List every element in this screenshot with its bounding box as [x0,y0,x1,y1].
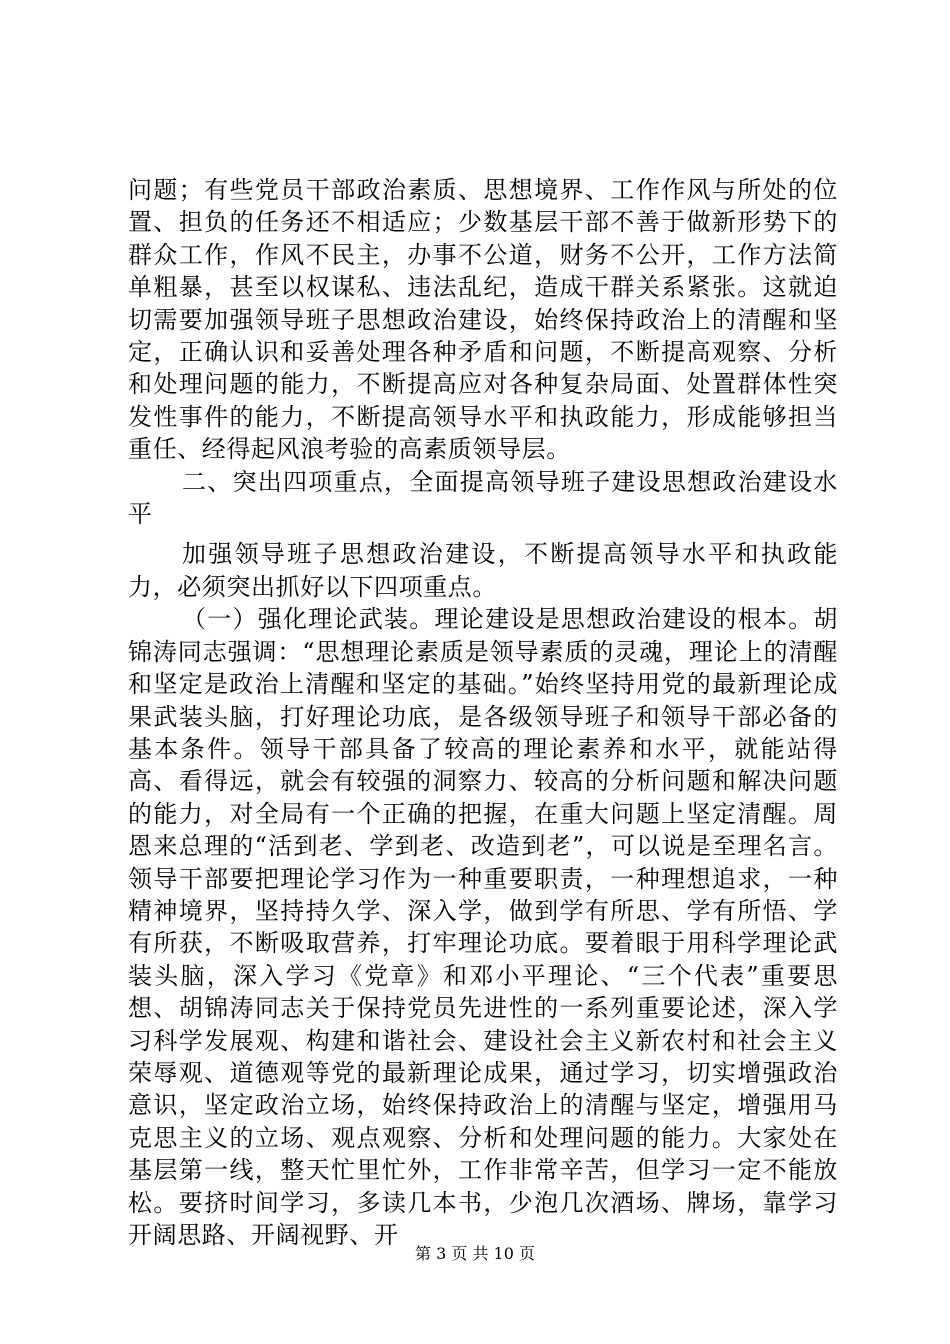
document-body [128,174,838,1251]
paragraph-continued: 问题；有些党员干部政治素质、思想境界、工作作风与所处的位置、担负的任务还不相适应；少数基层干部不善于做新形势下的群众工作，作风不民主，办事不公道，财务不公开，工作方法简单粗暴，甚至以权谋私、违法乱纪，造成干群关系紧张。这就迫切需要加强领导班子思想政治建设，始终保持政治上的清醒和坚定，正确认识和妥善处理各种矛盾和问题，不断提高观察、分析和处理问题的能力，不断提高应对各种复杂局面、处置群体性突发性事件的能力，不断提高领导水平和执政能力，形成能够担当重任、经得起风浪考验的高素质领导层。 [128,176,838,464]
paragraph-intro: 加强领导班子思想政治建设，不断提高领导水平和执政能力，必须突出抓好以下四项重点。 [128,540,838,601]
page-footer: 第 3 页 共 10 页 [415,1244,535,1263]
paragraph-theory: （一）强化理论武装。理论建设是思想政治建设的根本。胡锦涛同志强调：“思想理论素质是领导素质的灵魂，理论上的清醒和坚定是政治上清醒和坚定的基础。”始终坚持用党的最新理论成果武装头脑，打好理论功底，是各级领导班子和领导干部必备的基本条件。领导干部具备了较高的理论素养和水平，就能站得高、看得远，就会有较强的洞察力、较高的分析问题和解决问题的能力，对全局有一个正确的把握，在重大问题上坚定清醒。周恩来总理的“活到老、学到老、改造到老”，可以说是至理名言。领导干部要把理论学习作为一种重要职责，一种理想追求，一种精神境界，坚持持久学、深入学，做到学有所思、学有所悟、学有所获，不断吸取营养，打牢理论功底。要着眼于用科学理论武装头脑，深入学习《党章》和邓小平理论、“三个代表”重要思想、胡锦涛同志关于保持党员先进性的一系列重要论述，深入学习科学发展观、构建和谐社会、建设社会主义新农村和社会主义荣辱观、道德观等党的最新理论成果，通过学习，切实增强政治意识，坚定政治立场，始终保持政治上的清醒与坚定，增强用马克思主义的立场、观点观察、分析和处理问题的能力。大家处在基层第一线，整天忙里忙外，工作非常辛苦，但学习一定不能放松。要挤时间学习，多读几本书，少泡几次酒场、牌场，靠学习开阔思路、开阔视野、开 [128,605,838,1249]
section-heading-two: 二、突出四项重点，全面提高领导班子建设思想政治建设水平 [128,467,838,529]
